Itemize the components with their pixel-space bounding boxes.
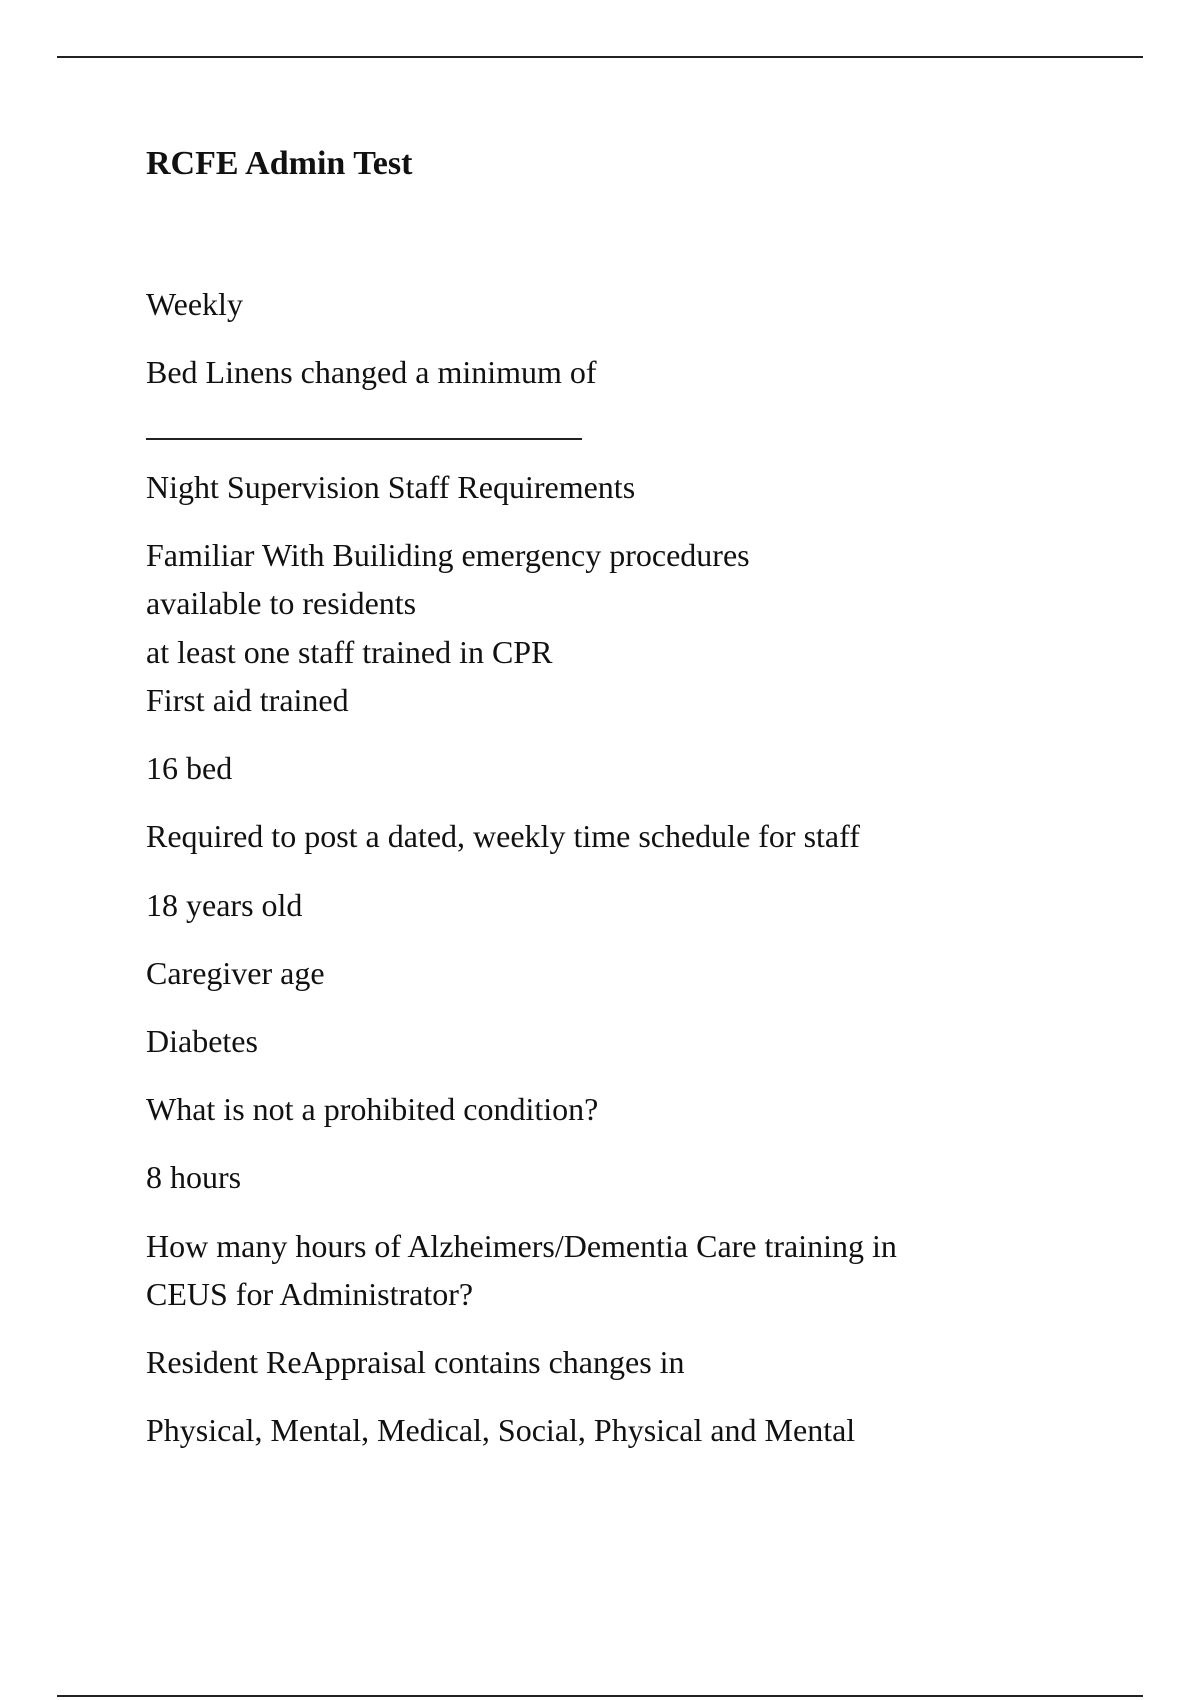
question-bed-linens: Bed Linens changed a minimum of	[146, 354, 597, 390]
question-dementia-training-1: How many hours of Alzheimers/Dementia Care training in	[146, 1228, 897, 1264]
page-title: RCFE Admin Test	[146, 145, 413, 182]
answer-diabetes: Diabetes	[146, 1023, 258, 1059]
answer-blank-line	[146, 438, 582, 440]
answer-line-2: available to residents	[146, 585, 417, 621]
question-prohibited-condition: What is not a prohibited condition?	[146, 1091, 599, 1127]
answer-line-1: Familiar With Builiding emergency procedures	[146, 537, 750, 573]
answer-reappraisal: Physical, Mental, Medical, Social, Physical and Mental	[146, 1412, 856, 1448]
question-caregiver-age: Caregiver age	[146, 955, 325, 991]
answer-weekly: Weekly	[146, 286, 243, 322]
question-night-supervision: Night Supervision Staff Requirements	[146, 469, 636, 505]
answer-18-years: 18 years old	[146, 887, 303, 923]
question-weekly-schedule: Required to post a dated, weekly time schedule for staff	[146, 818, 860, 854]
answer-16-bed: 16 bed	[146, 750, 233, 786]
bottom-divider	[57, 1695, 1143, 1697]
answer-line-3: at least one staff trained in CPR	[146, 634, 553, 670]
answer-line-4: First aid trained	[146, 682, 349, 718]
question-dementia-training-2: CEUS for Administrator?	[146, 1276, 474, 1312]
answer-8-hours: 8 hours	[146, 1159, 242, 1195]
top-divider	[57, 56, 1143, 58]
question-reappraisal: Resident ReAppraisal contains changes in	[146, 1344, 685, 1380]
